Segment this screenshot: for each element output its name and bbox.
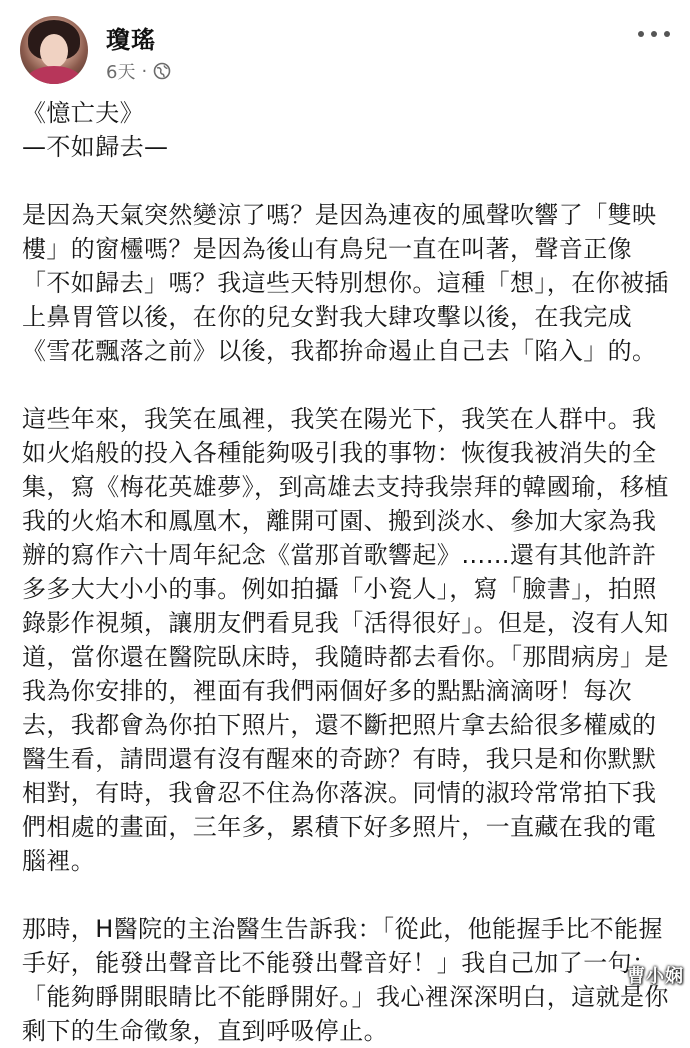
avatar-face (40, 34, 68, 68)
more-dots-icon (664, 31, 670, 37)
post-header (0, 0, 690, 100)
post-title: 《憶亡夫》 (22, 99, 144, 127)
avatar[interactable] (20, 16, 88, 84)
more-dots-icon (638, 31, 644, 37)
post-time[interactable]: 6天 (106, 62, 136, 83)
more-options-button[interactable] (638, 24, 670, 44)
watermark: 曹小娴 (627, 966, 684, 987)
post-body (22, 96, 672, 1048)
more-dots-icon (651, 31, 657, 37)
post-meta (106, 58, 171, 84)
meta-separator: · (141, 60, 148, 82)
paragraph: 那時，H醫院的主治醫生告訴我：「從此，他能握手比不能握手好，能發出聲音比不能發出聲音好！」我自己加了一句：「能夠睜開眼睛比不能睜開好。」我心裡深深明白，這就是你剩下的生命徵象，直到呼吸停止。 (22, 915, 669, 1045)
author-name[interactable]: 瓊瑤 (106, 26, 156, 54)
paragraph-spacer (22, 368, 672, 402)
paragraph-spacer (22, 164, 672, 198)
avatar-body (26, 66, 82, 84)
globe-icon[interactable] (153, 62, 171, 80)
paragraph-spacer (22, 878, 672, 912)
paragraph: 這些年來，我笑在風裡，我笑在陽光下，我笑在人群中。我如火焰般的投入各種能夠吸引我的事物：恢復我被消失的全集，寫《梅花英雄夢》，到高雄去支持我崇拜的韓國瑜，移植我的火焰木和鳳凰木，離開可園、搬到淡水、參加大家為我辦的寫作六十周年紀念《當那首歌響起》……還有其他許許多多大大小小的事。例如拍攝「小瓷人」，寫「臉書」，拍照錄影作視頻，讓朋友們看見我「活得很好」。但是，沒有人知道，當你還在醫院臥床時，我隨時都去看你。「那間病房」是我為你安排的，裡面有我們兩個好多的點點滴滴呀！每次去，我都會為你拍下照片，還不斷把照片拿去給很多權威的醫生看，請問還有沒有醒來的奇跡？有時，我只是和你默默相對，有時，我會忍不住為你落淚。同情的淑玲常常拍下我們相處的畫面，三年多，累積下好多照片，一直藏在我的電腦裡。 (22, 405, 669, 875)
paragraph: 是因為天氣突然變涼了嗎？是因為連夜的風聲吹響了「雙映樓」的窗欞嗎？是因為後山有鳥兒一直在叫著，聲音正像「不如歸去」嗎？我這些天特別想你。這種「想」，在你被插上鼻胃管以後，在你的兒女對我大肆攻擊以後，在我完成《雪花飄落之前》以後，我都拚命遏止自己去「陷入」的。 (22, 201, 669, 365)
post-subtitle: —不如歸去— (22, 133, 169, 161)
